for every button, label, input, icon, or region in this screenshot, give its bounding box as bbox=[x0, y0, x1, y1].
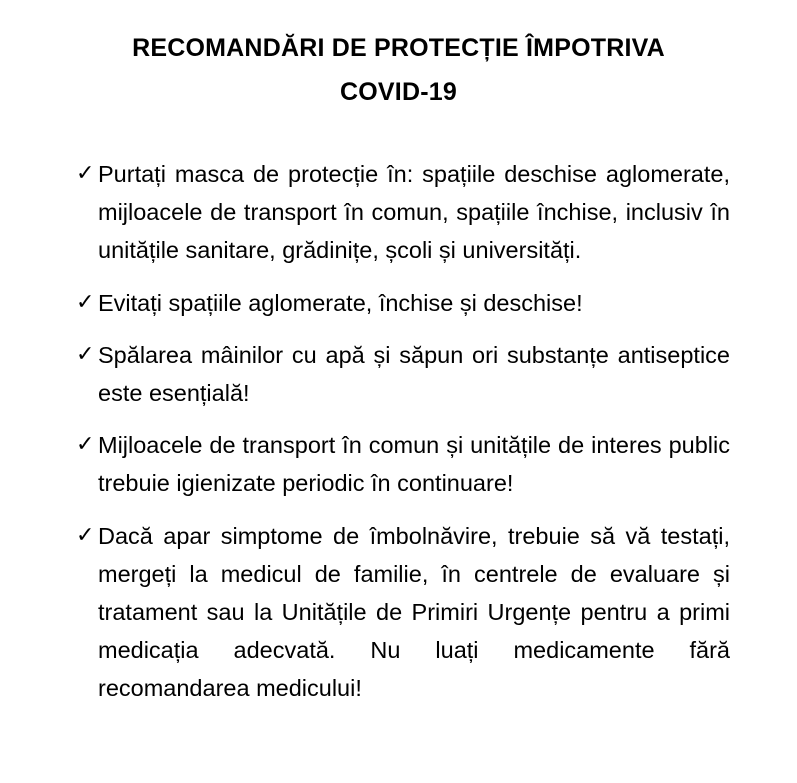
list-item bbox=[76, 336, 730, 412]
recommendation-text: Mijloacele de transport în comun și unitățile de interes public trebuie igienizate periodic în continuare! bbox=[98, 432, 730, 497]
list-item bbox=[76, 155, 730, 270]
page-title bbox=[40, 26, 757, 114]
recommendation-list bbox=[76, 155, 730, 722]
recommendation-text: Evitați spațiile aglomerate, închise și deschise! bbox=[98, 289, 583, 316]
title-line-1: RECOMANDĂRI DE PROTECȚIE ÎMPOTRIVA bbox=[132, 34, 665, 62]
recommendation-text: Dacă apar simptome de îmbolnăvire, trebuie să vă testați, mergeți la medicul de familie, în centrele de evaluare și tratament sau la Unitățile de Primiri Urgențe pentru a primi medicația adecvată. Nu luați medicamente fără recomandarea medicului! bbox=[98, 522, 730, 702]
check-icon: ✓ bbox=[76, 341, 95, 367]
recommendation-text: Spălarea mâinilor cu apă și săpun ori substanțe antiseptice este esențială! bbox=[98, 341, 730, 407]
list-item bbox=[76, 426, 730, 502]
check-icon: ✓ bbox=[76, 161, 95, 186]
list-item bbox=[76, 284, 730, 322]
check-icon: ✓ bbox=[76, 522, 95, 548]
title-line-2: COVID-19 bbox=[340, 78, 457, 106]
check-icon: ✓ bbox=[76, 432, 95, 458]
check-icon: ✓ bbox=[76, 289, 95, 315]
list-item bbox=[76, 517, 730, 708]
recommendation-text: Purtați masca de protecție în: spațiile deschise aglomerate, mijloacele de transport în comun, spațiile închise, inclusiv în unitățile sanitare, grădinițe, școli și universități. bbox=[98, 161, 730, 264]
